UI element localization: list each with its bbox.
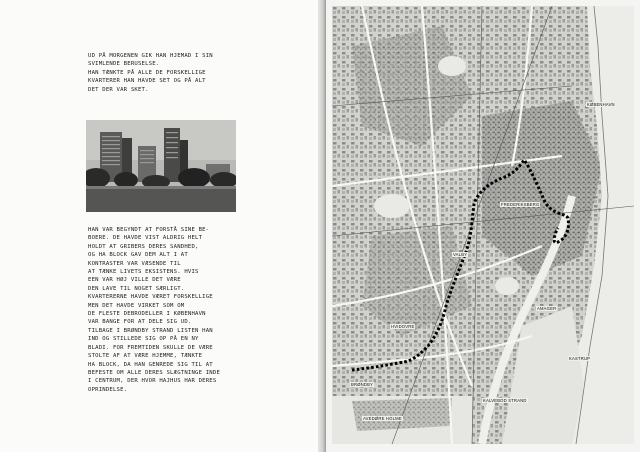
map-label: AMAGER bbox=[537, 306, 557, 311]
text-line: MEN DET HAVDE VIRKET SOM OM bbox=[88, 302, 185, 309]
map-label: VALBY bbox=[453, 252, 468, 257]
map-label: HVIDOVRE bbox=[391, 324, 415, 329]
city-map-graphic bbox=[332, 6, 634, 444]
map-label: AVEDØRE HOLME bbox=[363, 416, 402, 421]
map-label: KASTRUP bbox=[569, 356, 591, 361]
text-line: SVIMLENDE BERUSELSE. bbox=[88, 61, 160, 68]
text-line: EEN VAR HØJ VILLE DET VÆRE bbox=[88, 277, 181, 284]
text-line: KVARTERERNE HAVDE VÆRET FORSKELLIGE bbox=[88, 294, 213, 301]
text-line: HA BLOCK, DA HAN GENREDE SIG TIL AT bbox=[88, 361, 213, 368]
text-line: TILBAGE I BRØNDBY STRAND LISTEN HAN bbox=[88, 327, 213, 334]
map-label: BRØNDBY bbox=[351, 382, 374, 387]
left-page bbox=[0, 0, 318, 452]
text-line: DE FLESTE DEBRODELLER I KØBENHAVN bbox=[88, 311, 206, 318]
text-line: IND OG STILLEDE SIG OP PÅ EN NY bbox=[88, 336, 199, 343]
city-map bbox=[332, 6, 634, 444]
map-label: KALVEBOD STRAND bbox=[483, 398, 527, 403]
text-line: BOERE. DE HAVDE VIST ALDRIG HELT bbox=[88, 235, 203, 242]
text-line: I CENTRUM, DER HVOR HAJHUS HAR DERES bbox=[88, 378, 217, 385]
text-line: AT TÆNKE LIVETS EKSISTENS. HVIS bbox=[88, 269, 199, 276]
text-line: HOLDT AT GRIBERS DERES SANDHED, bbox=[88, 243, 199, 250]
text-line: BEFESTE OM ALLE DERES SLÆGTNINGE INDE bbox=[88, 369, 221, 376]
handwritten-text-body bbox=[88, 226, 293, 394]
text-line: VAR BANGE FOR AT DELE SIG UD. bbox=[88, 319, 192, 326]
text-line: HAN VAR BEGYNDT AT FORSTÅ SINE BE- bbox=[88, 227, 210, 233]
text-line: UD PÅ MORGENEN GIK HAN HJEMAD I SIN bbox=[88, 53, 213, 59]
map-label: FREDERIKSBERG bbox=[501, 202, 540, 207]
tower-blocks-photo-image bbox=[86, 120, 236, 212]
text-line: OPRINDELSE. bbox=[88, 386, 128, 393]
text-line: DET DER VAR SKET. bbox=[88, 86, 149, 93]
text-line: HAN TÆNKTE PÅ ALLE DE FORSKELLIGE bbox=[88, 69, 206, 76]
tower-blocks-photo bbox=[86, 120, 236, 212]
text-line: OG HA BLOCK GAV DEM ALT I AT bbox=[88, 252, 188, 259]
text-line: DEN LAVE TIL NOGET SÆRLIGT. bbox=[88, 285, 185, 292]
text-line: KONTRASTER VAR VÆSENDE TIL bbox=[88, 260, 181, 267]
text-line: STOLTE AF AT VÆRE HJEMME, TÆNKTE bbox=[88, 353, 203, 360]
book-gutter bbox=[318, 0, 326, 452]
map-label: KØBENHAVN bbox=[587, 102, 615, 107]
text-line: BLADI. FOR FREMTIDEN SKULLE DE VÆRE bbox=[88, 344, 213, 351]
handwritten-text-top bbox=[88, 52, 293, 94]
text-line: KVARTERER HAN HAVDE SET OG PÅ ALT bbox=[88, 78, 206, 85]
